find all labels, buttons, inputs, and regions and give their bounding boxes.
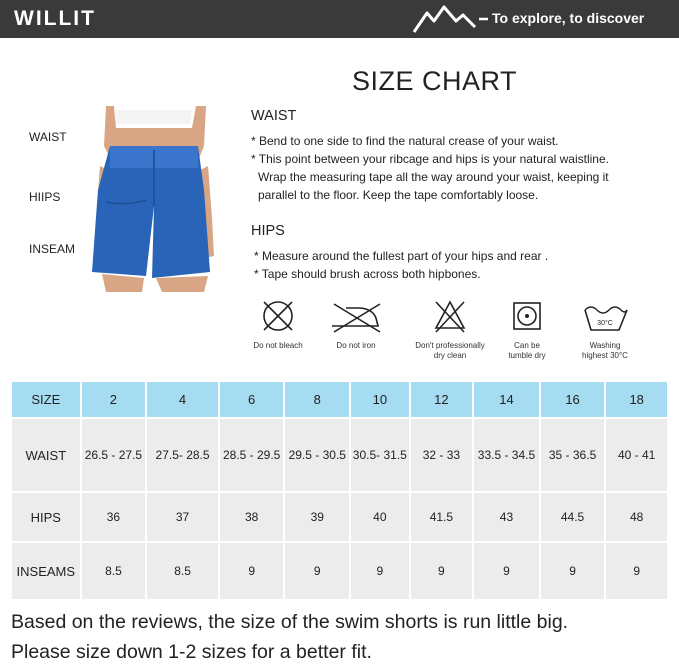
table-header-cell: 12 — [411, 382, 473, 417]
table-header-cell: 10 — [351, 382, 409, 417]
table-cell: INSEAMS — [12, 543, 80, 599]
table-cell: 27.5- 28.5 — [147, 419, 218, 491]
table-cell: 26.5 - 27.5 — [82, 419, 146, 491]
size-table — [10, 380, 669, 601]
table-cell: 39 — [285, 493, 349, 541]
header-bar — [0, 0, 679, 38]
table-header-cell: 8 — [285, 382, 349, 417]
table-cell: 8.5 — [147, 543, 218, 599]
table-cell: HIPS — [12, 493, 80, 541]
table-cell: 33.5 - 34.5 — [474, 419, 539, 491]
table-row — [12, 543, 667, 599]
do-not-dry-clean-icon — [430, 296, 470, 336]
table-header-cell: 4 — [147, 382, 218, 417]
care-label: Don't professionally — [415, 341, 485, 350]
table-header-row — [12, 382, 667, 417]
table-row — [12, 493, 667, 541]
waist-line-1: * Bend to one side to find the natural crease of your waist. — [251, 134, 559, 148]
table-cell: 40 - 41 — [606, 419, 667, 491]
model-shorts-image — [92, 106, 216, 292]
table-cell: 48 — [606, 493, 667, 541]
wash-temp: 30°C — [597, 320, 613, 327]
table-cell: 35 - 36.5 — [541, 419, 605, 491]
hips-line-2: * Tape should brush across both hipbones. — [254, 267, 481, 281]
table-cell: 30.5- 31.5 — [351, 419, 409, 491]
table-cell: 43 — [474, 493, 539, 541]
label-hips: HIIPS — [29, 190, 61, 204]
care-label: Do not iron — [336, 341, 376, 350]
do-not-bleach-icon — [258, 296, 298, 336]
table-cell: 9 — [411, 543, 473, 599]
table-cell: 44.5 — [541, 493, 605, 541]
table-header-cell: 18 — [606, 382, 667, 417]
wash-30-icon — [581, 296, 629, 336]
table-cell: 8.5 — [82, 543, 146, 599]
fit-note-line-1: Based on the reviews, the size of the swim shorts is run little big. — [11, 611, 569, 633]
table-cell: 28.5 - 29.5 — [220, 419, 284, 491]
care-label: tumble dry — [508, 351, 546, 360]
table-header-cell: 14 — [474, 382, 539, 417]
do-not-iron-icon — [328, 296, 384, 336]
table-header-cell: 6 — [220, 382, 284, 417]
table-cell: 9 — [285, 543, 349, 599]
page-title: SIZE CHART — [352, 66, 518, 96]
table-cell: 40 — [351, 493, 409, 541]
waist-section-title: WAIST — [251, 108, 297, 124]
table-cell: 29.5 - 30.5 — [285, 419, 349, 491]
fit-note-line-2: Please size down 1-2 sizes for a better fit. — [11, 641, 372, 663]
care-label: dry clean — [433, 351, 467, 360]
table-cell: 36 — [82, 493, 146, 541]
table-cell: 37 — [147, 493, 218, 541]
table-cell: 32 - 33 — [411, 419, 473, 491]
tumble-dry-icon — [507, 296, 547, 336]
table-header-cell: 16 — [541, 382, 605, 417]
waist-line-4: parallel to the floor. Keep the tape comfortably loose. — [258, 188, 539, 202]
table-cell: 9 — [474, 543, 539, 599]
table-row — [12, 419, 667, 491]
table-cell: WAIST — [12, 419, 80, 491]
waist-line-3: Wrap the measuring tape all the way around your waist, keeping it — [258, 170, 609, 184]
table-cell: 9 — [220, 543, 284, 599]
mountain-logo-icon — [413, 4, 489, 34]
table-header-cell: 2 — [82, 382, 146, 417]
care-label: Can be — [514, 341, 540, 350]
table-header-cell: SIZE — [12, 382, 80, 417]
hips-line-1: * Measure around the fullest part of your hips and rear . — [254, 249, 549, 263]
table-cell: 9 — [351, 543, 409, 599]
label-waist: WAIST — [29, 130, 67, 144]
waist-line-2: * This point between your ribcage and hips is your natural waistline. — [251, 152, 609, 166]
table-cell: 41.5 — [411, 493, 473, 541]
tagline: To explore, to discover — [492, 10, 645, 26]
care-label: highest 30°C — [582, 351, 628, 360]
brand-logo: WILLIT — [14, 7, 96, 30]
care-wash-30 — [550, 296, 660, 361]
hips-section-title: HIPS — [251, 223, 285, 239]
care-label: Do not bleach — [253, 341, 303, 350]
table-cell: 38 — [220, 493, 284, 541]
table-cell: 9 — [606, 543, 667, 599]
label-inseam: INSEAM — [29, 242, 76, 256]
care-label: Washing — [589, 341, 621, 350]
table-cell: 9 — [541, 543, 605, 599]
